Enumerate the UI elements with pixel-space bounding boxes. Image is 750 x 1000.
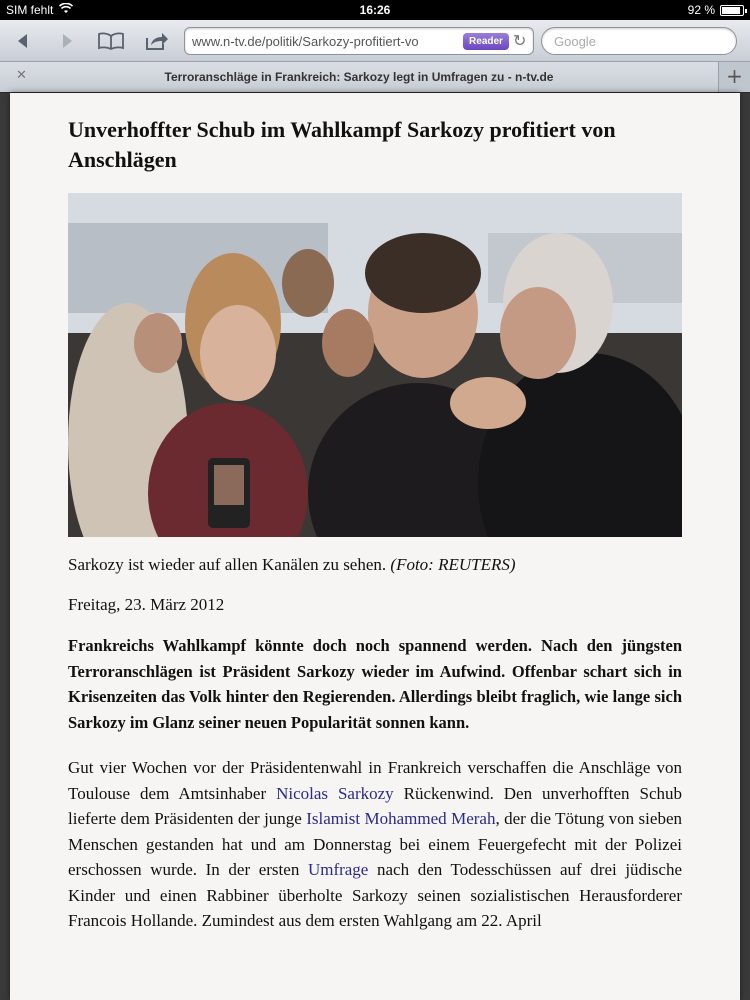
search-placeholder: Google	[554, 34, 596, 49]
book-icon	[98, 32, 124, 50]
reload-icon[interactable]: ↻	[513, 31, 527, 50]
battery-percent: 92 %	[687, 3, 715, 17]
clock: 16:26	[359, 3, 391, 17]
article-headline: Unverhoffter Schub im Wahlkampf Sarkozy profitiert von Anschlägen	[68, 117, 616, 172]
article-lead: Frankreichs Wahlkampf könnte doch noch spannend werden. Nach den jüngsten Terroranschlägen ist Präsident Sarkozy wieder im Aufwind. Offenbar schart sich in Krisenzeiten das Volk hinter den Regierenden. Allerdings bleibt fraglich, wie lange sich Sarkozy im Glanz seiner neuen Popularität sonnen kann.	[68, 636, 682, 732]
article-date: Freitag, 23. März 2012	[68, 595, 225, 614]
search-field[interactable]	[541, 27, 737, 55]
new-tab-button[interactable]: +	[718, 62, 750, 92]
tab-bar	[0, 62, 750, 92]
carrier-label: SIM fehlt	[6, 3, 54, 17]
forward-button[interactable]	[52, 28, 82, 54]
article-photo	[68, 193, 682, 537]
share-icon	[145, 31, 169, 51]
back-arrow-icon	[14, 32, 32, 50]
link-umfrage[interactable]: Umfrage	[307, 860, 369, 879]
status-bar	[0, 0, 750, 20]
link-nicolas-sarkozy[interactable]: Nicolas Sarkozy	[276, 783, 394, 803]
photo-credit: (Foto: REUTERS)	[390, 555, 516, 574]
article-paragraph	[68, 755, 682, 934]
paragraph-text: , der die Tötung von sieben Menschen gestanden hat und am Donnerstag bei einem Feuergefecht mit der Polizei erschossen wurde. In der ersten	[68, 809, 682, 879]
battery-icon	[720, 5, 744, 16]
url-text[interactable]: www.n-tv.de/politik/Sarkozy-profitiert-vo	[192, 34, 419, 49]
paragraph-text: Rückenwind. Den unverhofften Schub lieferte dem Präsidenten der junge	[68, 783, 682, 828]
bookmarks-button[interactable]	[96, 28, 126, 54]
forward-arrow-icon	[58, 32, 76, 50]
photo-illustration	[68, 193, 682, 537]
caption-text: Sarkozy ist wieder auf allen Kanälen zu sehen.	[68, 555, 387, 574]
active-tab[interactable]	[0, 62, 718, 92]
close-tab-icon[interactable]: ✕	[16, 68, 27, 83]
address-bar[interactable]	[184, 27, 534, 55]
tab-title: Terroranschläge in Frankreich: Sarkozy legt in Umfragen zu - n-tv.de	[164, 70, 554, 84]
photo-caption	[68, 555, 682, 575]
paragraph-text: Gut vier Wochen vor der Präsidentenwahl in Frankreich verschaffen die Anschläge von Toulouse dem Amtsinhaber	[68, 758, 682, 803]
paragraph-text: nach den Todesschüssen auf drei jüdische Kinder und einen Rabbiner überholte Sarkozy seinen sozialistischen Herausforderer Francois Hollande. Zumindest aus dem ersten Wahlgang am 22. April	[68, 860, 682, 930]
back-button[interactable]	[8, 28, 38, 54]
link-islamist-merah[interactable]: Islamist Mohammed Merah	[306, 809, 496, 828]
browser-toolbar	[0, 20, 750, 62]
article	[68, 115, 682, 934]
reader-page[interactable]	[10, 93, 740, 1000]
reader-button[interactable]: Reader	[463, 33, 509, 50]
share-button[interactable]	[142, 28, 172, 54]
